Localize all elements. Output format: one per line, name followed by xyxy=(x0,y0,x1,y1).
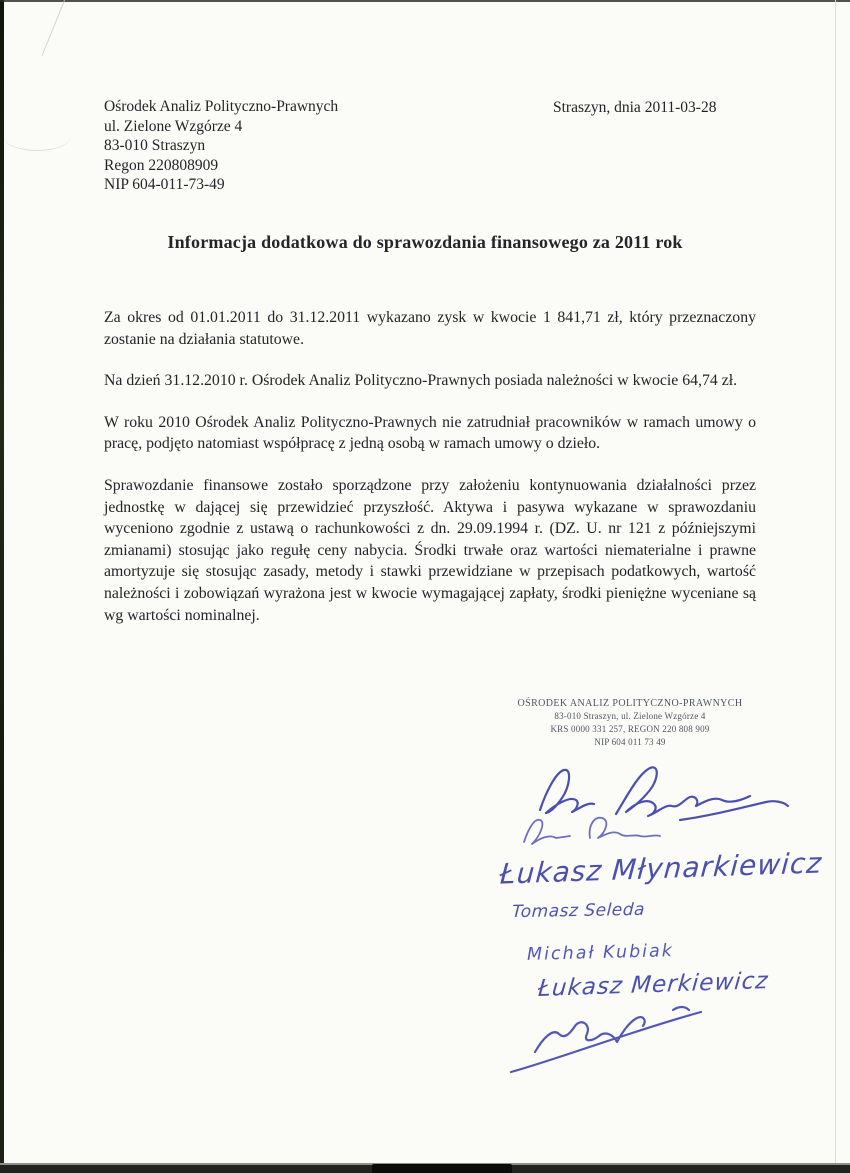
handwritten-signature-2 xyxy=(518,810,673,850)
sender-nip: NIP 604-011-73-49 xyxy=(104,176,225,194)
stamp-krs-regon: KRS 0000 331 257, REGON 220 808 909 xyxy=(550,724,710,734)
signature-flourish-icon xyxy=(505,1002,715,1077)
paper-crease xyxy=(42,0,68,56)
signature-michal-kubiak: Michał Kubiak xyxy=(526,941,675,965)
sender-street: ul. Zielone Wzgórze 4 xyxy=(104,117,243,135)
stamp-address: 83-010 Straszyn, ul. Zielone Wzgórze 4 xyxy=(554,711,706,721)
signature-tomasz-seleda: Tomasz Seleda xyxy=(511,899,646,923)
paragraph-receivables: Na dzień 31.12.2010 r. Ośrodek Analiz Polityczno-Prawnych posiada należności w kwocie 64,74 zł. xyxy=(104,372,738,390)
signature-flourish-icon xyxy=(518,810,673,850)
paragraph-profit: Za okres od 01.01.2011 do 31.12.2011 wykazano zysk w kwocie 1 841,71 zł, który przeznaczony zostanie na działania statutowe. xyxy=(104,309,756,348)
paper-crease xyxy=(4,124,70,151)
paragraph-employment: W roku 2010 Ośrodek Analiz Polityczno-Prawnych nie zatrudniał pracowników w ramach umowy o pracę, podjęto natomiast współpracę z jedną osobą w ramach umowy o dzieło. xyxy=(104,413,756,453)
company-stamp xyxy=(505,697,755,749)
stamp-org-name: OŚRODEK ANALIZ POLITYCZNO-PRAWNYCH xyxy=(517,698,743,709)
paragraph-accounting-policy: Sprawozdanie finansowe zostało sporządzone przy założeniu kontynuowania działalności przez jednostkę w dającej się przewidzieć przyszłość. Aktywa i pasywa wykazane w sprawozdaniu wyceniono zgodnie z ustawą o rachunkowości z dn. 29.09.1994 r. (DZ. U. nr 121 z późniejszymi zmianami) stosując jako regułę ceny nabycia. Środki trwałe oraz wartości niematerialne i prawne amortyzuje się stosując zasady, metody i stawki przewidziane w przepisach podatkowych, wartość należności i zobowiązań wyrażona jest w kwocie wymagającej zapłaty, środki pieniężne wyceniane są wg wartości nominalnej. xyxy=(104,476,756,624)
document-body xyxy=(104,307,756,646)
sender-regon: Regon 220808909 xyxy=(104,156,219,174)
document-title: Informacja dodatkowa do sprawozdania finansowego za 2011 rok xyxy=(167,232,683,252)
sender-org-name: Ośrodek Analiz Polityczno-Prawnych xyxy=(104,98,339,115)
place-and-date: Straszyn, dnia 2011-03-28 xyxy=(553,99,717,116)
signature-lukasz-mlynarkiewicz: Łukasz Młynarkiewicz xyxy=(498,846,824,891)
stamp-nip: NIP 604 011 73 49 xyxy=(594,737,666,747)
scan-edge-top xyxy=(0,0,850,2)
sender-address-block xyxy=(104,97,338,195)
handwritten-signature-7 xyxy=(505,1002,715,1077)
scan-edge-left xyxy=(0,0,4,1173)
scan-edge-bottom-shadow xyxy=(372,1164,512,1173)
sender-city: 83-010 Straszyn xyxy=(104,137,206,155)
paper-edge-right xyxy=(835,0,836,1173)
signature-lukasz-merkiewicz: Łukasz Merkiewicz xyxy=(536,967,770,1003)
